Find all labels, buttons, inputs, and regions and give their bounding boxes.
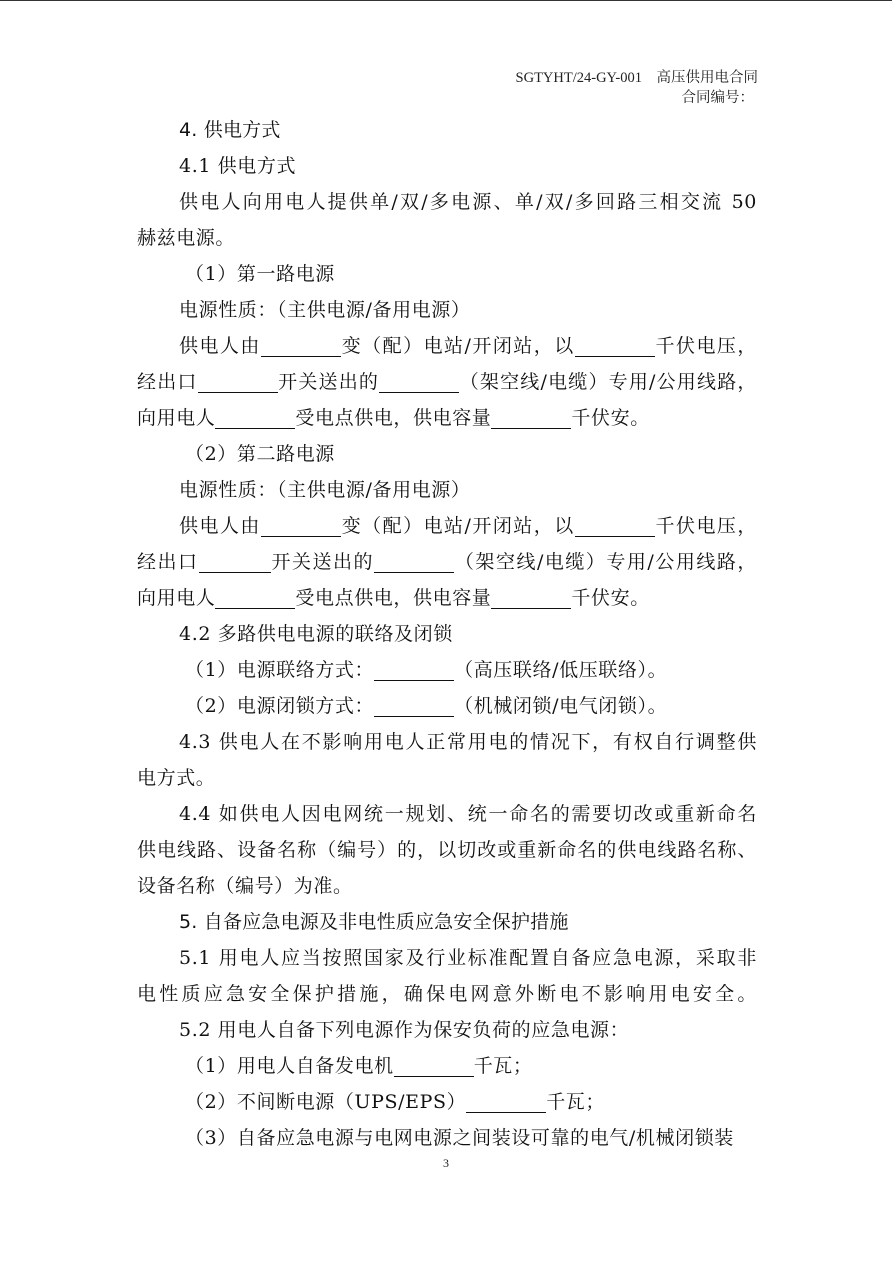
route1-line2	[137, 364, 757, 400]
section-5-2-item2	[137, 1084, 757, 1120]
route1-l3b: 受电点供电，供电容量	[295, 407, 492, 429]
route1-l1c: 千伏电压，	[654, 335, 757, 357]
top-border	[0, 0, 892, 1]
route1-l3c: 千伏安。	[571, 407, 650, 429]
section-4-2-item1	[137, 652, 757, 688]
section-4-heading: 4. 供电方式	[179, 119, 281, 141]
route2-l1a: 供电人由	[179, 515, 261, 537]
route2-l3c: 千伏安。	[571, 587, 650, 609]
header-code-title: SGTYHT/24-GY-001 高压供用电合同	[515, 70, 758, 86]
route1-title: （1）第一路电源	[185, 263, 335, 285]
blank-outlet[interactable]	[199, 550, 271, 573]
section-4-4-line2: 供电线路、设备名称（编号）的，以切改或重新命名的供电线路名称、	[137, 839, 757, 861]
route1-l2c: （架空线/电缆）专用/公用线路，	[459, 371, 757, 393]
route1-l2a: 经出口	[137, 371, 198, 393]
section-5-2-item3: （3）自备应急电源与电网电源之间装设可靠的电气/机械闭锁装	[185, 1127, 734, 1149]
route2-nature: 电源性质：（主供电源/备用电源）	[179, 479, 471, 501]
blank-generator-kw[interactable]	[394, 1054, 474, 1077]
ups-label: （2）不间断电源（UPS/EPS）	[185, 1091, 467, 1113]
blank-ups-kw[interactable]	[466, 1090, 546, 1113]
route2-title: （2）第二路电源	[185, 443, 335, 465]
route2-l2b: 开关送出的	[270, 551, 375, 573]
route1-line3	[137, 400, 757, 436]
section-5-1-line1: 5.1 用电人应当按照国家及行业标准配置自备应急电源，采取非	[179, 947, 757, 969]
blank-receiving-point[interactable]	[215, 586, 295, 609]
route2-line3	[137, 580, 757, 616]
route1-l3a: 向用电人	[137, 407, 216, 429]
section-4-1-para-line1: 供电人向用电人提供单/双/多电源、单/双/多回路三相交流 50	[179, 191, 757, 213]
route1-l1a: 供电人由	[179, 335, 261, 357]
section-4-1-title: 4.1 供电方式	[179, 155, 297, 177]
blank-capacity[interactable]	[491, 586, 571, 609]
route2-l2c: （架空线/电缆）专用/公用线路，	[454, 551, 757, 573]
section-4-4-line3: 设备名称（编号）为准。	[137, 875, 353, 897]
section-5-heading: 5. 自备应急电源及非电性质应急安全保护措施	[179, 911, 569, 933]
section-5-2-title: 5.2 用电人自备下列电源作为保安负荷的应急电源：	[179, 1019, 630, 1041]
route2-l3a: 向用电人	[137, 587, 216, 609]
document-body	[137, 112, 757, 1156]
route2-l1c: 千伏电压，	[654, 515, 757, 537]
item1-options: （高压联络/低压联络）。	[454, 659, 668, 681]
blank-voltage[interactable]	[575, 514, 655, 537]
section-4-3-line1: 4.3 供电人在不影响用电人正常用电的情况下，有权自行调整供	[179, 731, 757, 753]
item1-label: （1）电源联络方式：	[185, 659, 375, 681]
item2-options: （机械闭锁/电气闭锁）。	[454, 695, 668, 717]
blank-outlet[interactable]	[198, 370, 278, 393]
header-contract-no: 合同编号：	[681, 90, 754, 106]
route1-l1b: 变（配）电站/开闭站，以	[340, 335, 575, 357]
section-5-2-item1	[137, 1048, 757, 1084]
item2-label: （2）电源闭锁方式：	[185, 695, 375, 717]
blank-liaison-method[interactable]	[374, 658, 454, 681]
section-4-3-line2: 电方式。	[137, 767, 216, 789]
generator-label: （1）用电人自备发电机	[185, 1055, 394, 1077]
section-4-1-para-line2: 赫兹电源。	[137, 227, 236, 249]
blank-line[interactable]	[379, 370, 459, 393]
ups-unit: 千瓦；	[546, 1091, 605, 1113]
section-5-1-line2: 电性质应急安全保护措施，确保电网意外断电不影响用电安全。	[137, 983, 757, 1005]
blank-substation[interactable]	[261, 514, 341, 537]
blank-lock-method[interactable]	[374, 694, 454, 717]
route1-nature: 电源性质：（主供电源/备用电源）	[179, 299, 471, 321]
blank-capacity[interactable]	[491, 406, 571, 429]
blank-receiving-point[interactable]	[215, 406, 295, 429]
section-4-4-line1: 4.4 如供电人因电网统一规划、统一命名的需要切改或重新命名	[179, 803, 757, 825]
route2-l1b: 变（配）电站/开闭站，以	[340, 515, 575, 537]
route2-line1	[137, 508, 757, 544]
route2-line2	[137, 544, 757, 580]
page-number: 3	[443, 1156, 449, 1170]
route2-l2a: 经出口	[137, 551, 199, 573]
generator-unit: 千瓦；	[473, 1055, 533, 1077]
section-4-2-title: 4.2 多路供电电源的联络及闭锁	[179, 623, 453, 645]
blank-line[interactable]	[374, 550, 454, 573]
route1-l2b: 开关送出的	[277, 371, 380, 393]
route1-line1	[137, 328, 757, 364]
blank-voltage[interactable]	[575, 334, 655, 357]
section-4-2-item2	[137, 688, 757, 724]
route2-l3b: 受电点供电，供电容量	[295, 587, 492, 609]
blank-substation[interactable]	[261, 334, 341, 357]
